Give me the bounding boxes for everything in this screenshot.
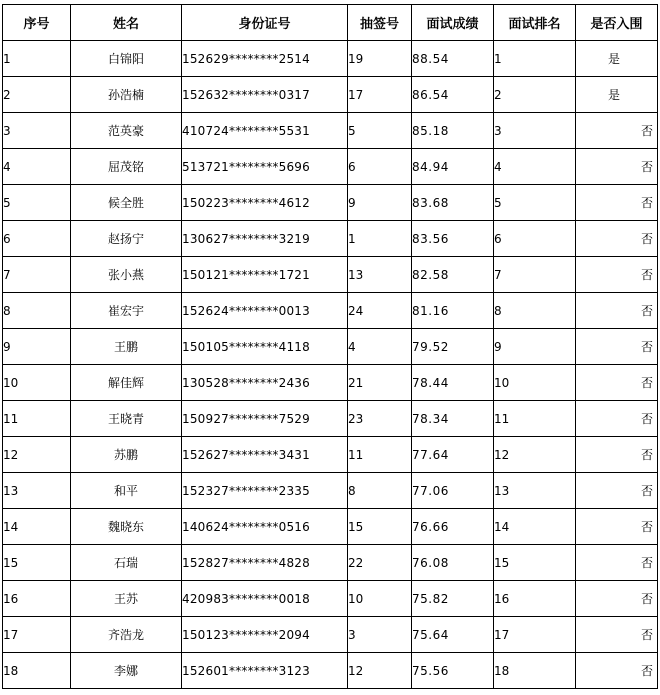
draw-number: 23 [348, 401, 412, 437]
table-row [3, 113, 658, 149]
row-index: 7 [3, 257, 71, 293]
interview-rank: 5 [494, 185, 576, 221]
admitted-status: 否 [576, 401, 658, 437]
interview-score: 76.08 [412, 545, 494, 581]
interview-rank: 9 [494, 329, 576, 365]
table-body [3, 41, 658, 689]
interview-rank: 14 [494, 509, 576, 545]
row-index: 8 [3, 293, 71, 329]
row-index: 3 [3, 113, 71, 149]
header-draw-number: 抽签号 [348, 5, 412, 41]
admitted-status: 否 [576, 509, 658, 545]
draw-number: 9 [348, 185, 412, 221]
admitted-status: 否 [576, 329, 658, 365]
admitted-status: 否 [576, 257, 658, 293]
admitted-status: 否 [576, 221, 658, 257]
draw-number: 19 [348, 41, 412, 77]
row-index: 10 [3, 365, 71, 401]
id-number: 152629********2514 [182, 41, 348, 77]
draw-number: 1 [348, 221, 412, 257]
draw-number: 24 [348, 293, 412, 329]
draw-number: 21 [348, 365, 412, 401]
interview-rank: 2 [494, 77, 576, 113]
id-number: 130627********3219 [182, 221, 348, 257]
results-table [2, 4, 658, 689]
table-row [3, 545, 658, 581]
table-row [3, 221, 658, 257]
interview-score: 76.66 [412, 509, 494, 545]
draw-number: 8 [348, 473, 412, 509]
interview-score: 83.56 [412, 221, 494, 257]
row-index: 4 [3, 149, 71, 185]
admitted-status: 否 [576, 185, 658, 221]
header-id-number: 身份证号 [182, 5, 348, 41]
interview-rank: 3 [494, 113, 576, 149]
draw-number: 11 [348, 437, 412, 473]
header-interview-score: 面试成绩 [412, 5, 494, 41]
admitted-status: 否 [576, 365, 658, 401]
table-row [3, 329, 658, 365]
interview-rank: 1 [494, 41, 576, 77]
interview-rank: 12 [494, 437, 576, 473]
candidate-name: 候全胜 [71, 185, 182, 221]
candidate-name: 苏鹏 [71, 437, 182, 473]
interview-rank: 10 [494, 365, 576, 401]
interview-score: 78.34 [412, 401, 494, 437]
id-number: 513721********5696 [182, 149, 348, 185]
row-index: 1 [3, 41, 71, 77]
candidate-name: 屈茂铭 [71, 149, 182, 185]
candidate-name: 和平 [71, 473, 182, 509]
id-number: 152627********3431 [182, 437, 348, 473]
row-index: 16 [3, 581, 71, 617]
table-row [3, 365, 658, 401]
candidate-name: 齐浩龙 [71, 617, 182, 653]
table-row [3, 509, 658, 545]
table-row [3, 149, 658, 185]
table-row [3, 257, 658, 293]
admitted-status: 否 [576, 653, 658, 689]
admitted-status: 是 [576, 77, 658, 113]
interview-rank: 4 [494, 149, 576, 185]
candidate-name: 王晓青 [71, 401, 182, 437]
interview-rank: 7 [494, 257, 576, 293]
admitted-status: 否 [576, 149, 658, 185]
table-row [3, 185, 658, 221]
row-index: 2 [3, 77, 71, 113]
table-row [3, 437, 658, 473]
interview-rank: 8 [494, 293, 576, 329]
admitted-status: 否 [576, 581, 658, 617]
interview-rank: 16 [494, 581, 576, 617]
admitted-status: 否 [576, 473, 658, 509]
admitted-status: 否 [576, 545, 658, 581]
id-number: 152624********0013 [182, 293, 348, 329]
id-number: 152327********2335 [182, 473, 348, 509]
interview-score: 77.64 [412, 437, 494, 473]
interview-score: 84.94 [412, 149, 494, 185]
header-admitted: 是否入围 [576, 5, 658, 41]
row-index: 6 [3, 221, 71, 257]
row-index: 17 [3, 617, 71, 653]
interview-score: 77.06 [412, 473, 494, 509]
candidate-name: 魏晓东 [71, 509, 182, 545]
id-number: 130528********2436 [182, 365, 348, 401]
draw-number: 15 [348, 509, 412, 545]
draw-number: 3 [348, 617, 412, 653]
table-row [3, 41, 658, 77]
interview-score: 79.52 [412, 329, 494, 365]
admitted-status: 否 [576, 293, 658, 329]
draw-number: 22 [348, 545, 412, 581]
id-number: 152601********3123 [182, 653, 348, 689]
candidate-name: 孙浩楠 [71, 77, 182, 113]
row-index: 5 [3, 185, 71, 221]
interview-rank: 15 [494, 545, 576, 581]
interview-score: 75.82 [412, 581, 494, 617]
id-number: 420983********0018 [182, 581, 348, 617]
candidate-name: 王鹏 [71, 329, 182, 365]
header-interview-rank: 面试排名 [494, 5, 576, 41]
admitted-status: 否 [576, 617, 658, 653]
interview-score: 86.54 [412, 77, 494, 113]
interview-rank: 17 [494, 617, 576, 653]
draw-number: 13 [348, 257, 412, 293]
interview-score: 81.16 [412, 293, 494, 329]
draw-number: 10 [348, 581, 412, 617]
row-index: 12 [3, 437, 71, 473]
id-number: 140624********0516 [182, 509, 348, 545]
row-index: 15 [3, 545, 71, 581]
interview-score: 75.64 [412, 617, 494, 653]
draw-number: 6 [348, 149, 412, 185]
draw-number: 12 [348, 653, 412, 689]
row-index: 18 [3, 653, 71, 689]
row-index: 14 [3, 509, 71, 545]
admitted-status: 否 [576, 113, 658, 149]
candidate-name: 张小燕 [71, 257, 182, 293]
interview-rank: 11 [494, 401, 576, 437]
id-number: 410724********5531 [182, 113, 348, 149]
candidate-name: 石瑞 [71, 545, 182, 581]
candidate-name: 赵扬宁 [71, 221, 182, 257]
table-row [3, 77, 658, 113]
interview-score: 82.58 [412, 257, 494, 293]
candidate-name: 解佳辉 [71, 365, 182, 401]
draw-number: 4 [348, 329, 412, 365]
id-number: 150927********7529 [182, 401, 348, 437]
row-index: 11 [3, 401, 71, 437]
id-number: 152827********4828 [182, 545, 348, 581]
interview-score: 85.18 [412, 113, 494, 149]
interview-score: 88.54 [412, 41, 494, 77]
candidate-name: 李娜 [71, 653, 182, 689]
interview-score: 78.44 [412, 365, 494, 401]
admitted-status: 是 [576, 41, 658, 77]
candidate-name: 王苏 [71, 581, 182, 617]
id-number: 152632********0317 [182, 77, 348, 113]
header-row [3, 5, 658, 41]
row-index: 9 [3, 329, 71, 365]
interview-rank: 13 [494, 473, 576, 509]
interview-score: 83.68 [412, 185, 494, 221]
candidate-name: 崔宏宇 [71, 293, 182, 329]
interview-score: 75.56 [412, 653, 494, 689]
interview-rank: 6 [494, 221, 576, 257]
table-row [3, 653, 658, 689]
row-index: 13 [3, 473, 71, 509]
table-row [3, 293, 658, 329]
interview-rank: 18 [494, 653, 576, 689]
admitted-status: 否 [576, 437, 658, 473]
id-number: 150105********4118 [182, 329, 348, 365]
candidate-name: 范英豪 [71, 113, 182, 149]
table-row [3, 473, 658, 509]
candidate-name: 白锦阳 [71, 41, 182, 77]
table-row [3, 581, 658, 617]
draw-number: 5 [348, 113, 412, 149]
id-number: 150123********2094 [182, 617, 348, 653]
draw-number: 17 [348, 77, 412, 113]
table-row [3, 617, 658, 653]
table-row [3, 401, 658, 437]
id-number: 150121********1721 [182, 257, 348, 293]
header-name: 姓名 [71, 5, 182, 41]
header-index: 序号 [3, 5, 71, 41]
id-number: 150223********4612 [182, 185, 348, 221]
